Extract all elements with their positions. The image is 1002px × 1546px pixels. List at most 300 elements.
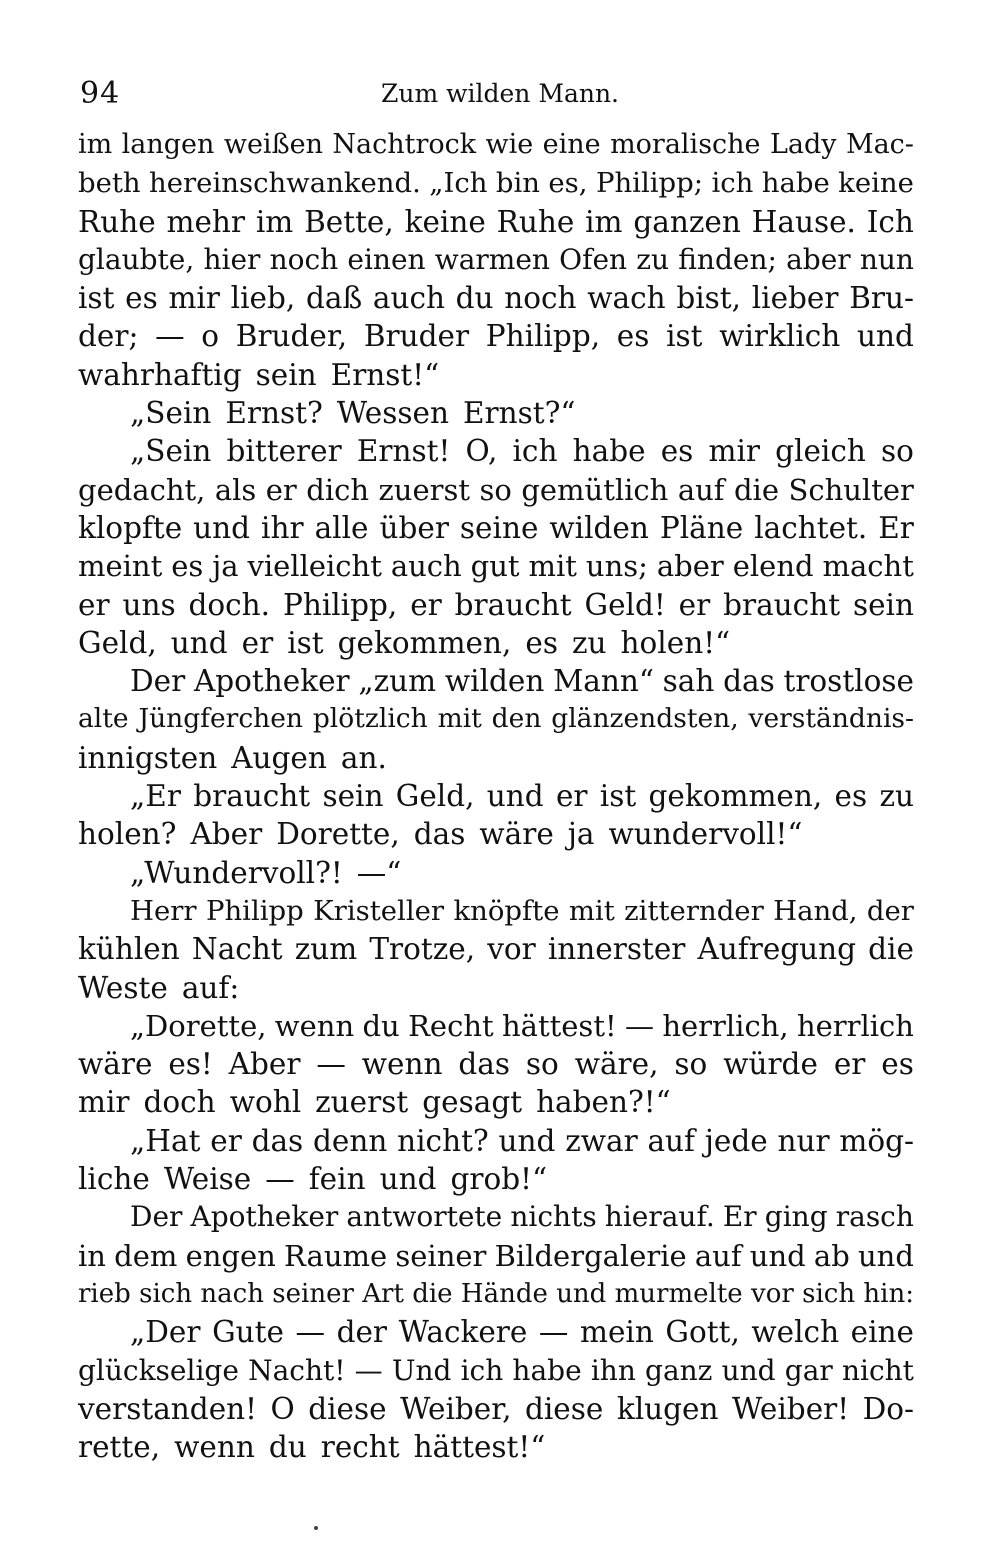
word: die: [733, 472, 779, 507]
word: alle: [314, 510, 369, 545]
word: Wessen: [336, 396, 449, 431]
text-line: [78, 1428, 914, 1466]
word: in: [78, 1238, 106, 1273]
word: das: [413, 817, 466, 852]
word: —: [155, 319, 185, 354]
word: langen: [121, 129, 215, 160]
word: wenn: [174, 1430, 255, 1465]
word: nicht: [841, 1353, 914, 1387]
word: der: [336, 1315, 388, 1350]
word: zuerst: [315, 1085, 409, 1120]
word: Weise: [163, 1162, 252, 1197]
text-line: [78, 432, 914, 470]
word: das: [723, 664, 775, 699]
word: und: [556, 1278, 607, 1309]
word: hättest!“: [413, 1430, 546, 1465]
word: seiner: [395, 1238, 487, 1273]
page-number: 94: [80, 76, 121, 111]
word: lachtet.: [754, 510, 868, 545]
word: Aufregung: [697, 932, 857, 967]
text-line: [78, 509, 914, 547]
word: Ich: [866, 204, 914, 239]
word: ab: [813, 1238, 850, 1273]
word: mir: [78, 1085, 130, 1120]
word: gar: [784, 1353, 833, 1387]
word: holen?: [78, 817, 177, 852]
word: Philipp,: [485, 319, 601, 354]
word: elend: [732, 549, 814, 584]
word: vielleicht: [247, 549, 382, 584]
word: meint: [78, 549, 163, 584]
word: Dorette,: [276, 817, 400, 852]
word: dich: [306, 472, 370, 507]
word: Pläne: [659, 510, 744, 545]
word: nur: [777, 1123, 830, 1158]
page-header: [80, 74, 912, 114]
word: es: [881, 1047, 914, 1082]
word: wenn: [361, 1047, 443, 1082]
word: Hause.: [751, 204, 856, 239]
text-line: [78, 662, 914, 700]
word: wäre: [78, 1047, 153, 1082]
word: sah: [662, 664, 715, 699]
word: Do-: [862, 1391, 914, 1426]
word: ist: [78, 281, 115, 316]
word: er: [678, 587, 711, 622]
word: du: [268, 1430, 307, 1465]
word: Er: [878, 510, 914, 545]
word: und: [749, 1238, 806, 1273]
word: Ofen: [559, 242, 628, 276]
word: wundervoll!“: [608, 817, 803, 852]
word: daß: [305, 281, 363, 316]
word: sich: [139, 1278, 193, 1309]
word: Philipp: [205, 894, 304, 927]
word: wach: [587, 281, 666, 316]
word: sich: [802, 1278, 856, 1309]
word: —: [316, 1047, 346, 1082]
word: bin: [495, 167, 540, 200]
speck-mark: [314, 1526, 318, 1530]
text-line: [78, 547, 914, 585]
word: mit: [437, 703, 482, 735]
word: gut: [470, 549, 520, 584]
word: und: [498, 1123, 556, 1158]
text-line: [78, 164, 914, 202]
word: engen: [185, 1238, 276, 1273]
word: „Sein: [130, 396, 212, 431]
word: an.: [340, 740, 387, 775]
text-line: [78, 279, 914, 317]
word: klopfte: [78, 510, 183, 545]
word: dem: [114, 1238, 178, 1273]
word: Geld!: [584, 587, 666, 622]
word: und: [193, 510, 251, 545]
text-line: [78, 969, 914, 1007]
word: ging: [764, 1200, 828, 1234]
word: wilden: [444, 664, 545, 699]
word: keine: [838, 167, 914, 200]
word: plötzlich: [312, 703, 428, 735]
word: macht: [822, 549, 914, 584]
word: „Wundervoll?!: [130, 855, 343, 890]
word: der: [866, 894, 914, 927]
word: er: [833, 1047, 866, 1082]
word: ist: [666, 319, 703, 354]
word: ganz: [645, 1353, 713, 1387]
word: Aber: [228, 1047, 301, 1082]
word: antwortete: [346, 1200, 503, 1234]
text-line: [78, 930, 914, 968]
word: auch: [372, 281, 445, 316]
word: Bruder: [363, 319, 470, 354]
word: im: [78, 129, 113, 160]
word: nach: [200, 1278, 264, 1309]
word: auf:: [181, 970, 240, 1005]
word: er: [241, 625, 274, 660]
text-line: [78, 394, 914, 432]
text-line: [78, 203, 914, 241]
word: der;: [78, 319, 139, 354]
word: Ruhe: [496, 204, 575, 239]
word: noch: [269, 242, 339, 276]
text-line: [78, 126, 914, 164]
word: lieber: [751, 281, 839, 316]
word: und: [721, 1353, 776, 1387]
word: Er: [722, 1200, 757, 1234]
word: im: [255, 204, 294, 239]
word: uns;: [585, 549, 648, 584]
word: Ernst?“: [462, 396, 576, 431]
word: Nacht: [191, 932, 283, 967]
word: er: [265, 472, 297, 507]
word: Kristeller: [313, 894, 445, 927]
word: Geld,: [395, 779, 475, 814]
word: ja: [212, 549, 239, 584]
word: mir: [708, 434, 760, 469]
word: würde: [723, 1047, 818, 1082]
word: Gott,: [665, 1315, 740, 1350]
word: als: [214, 472, 257, 507]
word: wirklich: [719, 319, 841, 354]
word: Apotheker: [193, 664, 350, 699]
word: eine: [850, 1315, 914, 1350]
word: es,: [548, 167, 588, 200]
text-line: [78, 1045, 914, 1083]
word: —“: [356, 855, 402, 890]
word: haben?!“: [536, 1085, 671, 1120]
word: alte: [78, 703, 129, 735]
word: —: [354, 1353, 383, 1387]
word: eine: [542, 129, 601, 160]
word: —: [538, 1315, 569, 1350]
word: so: [881, 434, 914, 469]
word: vor: [751, 1278, 794, 1309]
word: „zum: [358, 664, 437, 699]
word: seiner: [272, 1278, 354, 1309]
word: es: [616, 319, 650, 354]
word: gesagt: [422, 1085, 523, 1120]
word: weißen: [223, 129, 323, 160]
word: es: [525, 625, 558, 660]
word: wäre,: [574, 1047, 659, 1082]
word: du: [455, 281, 494, 316]
word: sein: [852, 587, 914, 622]
word: und: [857, 1238, 914, 1273]
text-line: [78, 892, 914, 930]
word: mög-: [839, 1123, 914, 1158]
text-line: [78, 1313, 914, 1351]
word: moralische: [610, 129, 761, 160]
word: sein: [255, 357, 317, 392]
text-line: [78, 1237, 914, 1275]
word: rasch: [835, 1200, 914, 1234]
word: Gute: [212, 1315, 284, 1350]
word: glaubte,: [78, 242, 195, 276]
text-line: [78, 815, 914, 853]
word: mir: [168, 281, 220, 316]
word: seine: [459, 510, 539, 545]
word: wenn: [274, 1008, 355, 1043]
word: es: [171, 549, 204, 584]
word: „Der: [130, 1315, 201, 1350]
word: ja: [567, 817, 595, 852]
word: knöpfte: [453, 894, 560, 927]
text-line: [78, 777, 914, 815]
word: zu: [879, 779, 914, 814]
word: murmelte: [614, 1278, 743, 1309]
word: herrlich: [796, 1008, 914, 1043]
word: beth: [78, 167, 141, 200]
word: Art: [362, 1278, 404, 1309]
word: holen!“: [620, 625, 731, 660]
word: auf: [647, 1123, 695, 1158]
word: ihr: [261, 510, 304, 545]
word: einen: [347, 242, 426, 276]
word: es: [660, 434, 694, 469]
word: Philipp,: [282, 587, 398, 622]
word: „Ich: [429, 167, 488, 200]
word: er: [410, 587, 442, 622]
word: wahrhaftig: [78, 357, 242, 392]
word: Herr: [130, 894, 197, 927]
text-line: [78, 1275, 914, 1313]
text-line: [78, 1198, 914, 1236]
word: Bildergalerie: [494, 1238, 687, 1273]
word: Nacht!: [248, 1353, 346, 1387]
word: Mann“: [553, 664, 654, 699]
word: verständnis-: [748, 703, 914, 735]
word: auf: [677, 472, 725, 507]
word: ich: [711, 167, 754, 200]
word: nun: [859, 242, 914, 276]
word: O,: [465, 434, 498, 469]
text-line: [78, 624, 914, 662]
text-line: [78, 1352, 914, 1390]
word: es!: [168, 1047, 213, 1082]
word: zwar: [565, 1123, 638, 1158]
text-line: [78, 1160, 914, 1198]
word: Weiber,: [400, 1391, 512, 1426]
word: das: [458, 1047, 510, 1082]
word: mehr: [166, 204, 246, 239]
word: und: [486, 779, 544, 814]
text-line: [78, 1083, 914, 1121]
word: hierauf.: [604, 1200, 715, 1234]
word: nicht?: [397, 1123, 489, 1158]
word: braucht: [193, 779, 311, 814]
word: du: [362, 1008, 400, 1043]
word: Trotze,: [369, 932, 476, 967]
word: wie: [485, 129, 534, 160]
word: ich: [512, 434, 558, 469]
word: hättest!: [502, 1008, 617, 1043]
word: Augen: [231, 740, 327, 775]
word: es: [834, 779, 868, 814]
word: bitterer: [226, 434, 342, 469]
word: mit: [528, 549, 577, 584]
word: braucht: [454, 587, 572, 622]
word: klugen: [616, 1391, 719, 1426]
word: gekommen,: [648, 779, 823, 814]
word: Raume: [284, 1238, 388, 1273]
word: die: [868, 932, 914, 967]
word: diese: [524, 1391, 604, 1426]
word: über: [379, 510, 449, 545]
word: zitternder: [624, 894, 764, 927]
word: verstanden!: [78, 1391, 258, 1426]
word: „Sein: [130, 434, 212, 469]
word: wäre: [479, 817, 554, 852]
word: nichts: [510, 1200, 597, 1234]
body-text: [78, 126, 914, 1466]
word: zum: [294, 932, 358, 967]
word: welch: [751, 1315, 840, 1350]
word: fein: [308, 1162, 366, 1197]
word: Schulter: [788, 472, 914, 507]
word: keine: [404, 204, 486, 239]
word: mit: [568, 894, 615, 927]
text-line: [78, 739, 914, 777]
word: auch: [390, 549, 462, 584]
word: Hände: [460, 1278, 548, 1309]
word: denn: [312, 1123, 388, 1158]
word: es: [125, 281, 158, 316]
word: „Hat: [130, 1123, 201, 1158]
word: „Dorette,: [130, 1008, 267, 1043]
word: Bette,: [304, 204, 394, 239]
word: warmen: [434, 242, 550, 276]
word: gemütlich: [521, 472, 669, 507]
word: kühlen: [78, 932, 180, 967]
word: aber: [656, 549, 724, 584]
word: vor: [487, 932, 536, 967]
word: grob!“: [450, 1162, 548, 1197]
text-line: [78, 700, 914, 738]
word: das: [251, 1123, 304, 1158]
text-line: [78, 1122, 914, 1160]
word: er: [555, 779, 588, 814]
word: braucht: [723, 587, 841, 622]
word: finden;: [678, 242, 777, 276]
word: habe: [512, 1353, 582, 1387]
word: Ernst!“: [330, 357, 440, 392]
word: Ruhe: [78, 204, 156, 239]
word: bist,: [676, 281, 742, 316]
word: Aber: [190, 817, 263, 852]
word: ich: [460, 1353, 504, 1387]
word: uns: [122, 587, 176, 622]
word: ist: [599, 779, 637, 814]
word: recht: [320, 1430, 400, 1465]
word: Wackere: [398, 1315, 528, 1350]
word: jede: [704, 1123, 768, 1158]
word: Philipp;: [595, 167, 704, 200]
word: —: [295, 1315, 326, 1350]
word: hier: [203, 242, 261, 276]
word: hin:: [863, 1278, 914, 1309]
text-line: [78, 1007, 914, 1045]
word: er: [78, 587, 110, 622]
word: —: [265, 1162, 295, 1197]
word: —: [624, 1008, 654, 1043]
text-line: [78, 241, 914, 279]
word: Bruder,: [235, 319, 348, 354]
word: Hand,: [773, 894, 858, 927]
word: innerster: [547, 932, 686, 967]
word: und: [379, 1162, 437, 1197]
word: Mac-: [845, 129, 914, 160]
word: Der: [130, 664, 186, 699]
word: Und: [391, 1353, 452, 1387]
word: rieb: [78, 1278, 131, 1309]
word: Der: [130, 1200, 183, 1234]
word: gleich: [775, 434, 866, 469]
word: wohl: [229, 1085, 302, 1120]
text-line: [78, 471, 914, 509]
word: ganzen: [633, 204, 741, 239]
word: O: [270, 1391, 295, 1426]
word: so: [674, 1047, 708, 1082]
word: so: [525, 1047, 559, 1082]
word: Weste: [78, 970, 168, 1005]
word: herrlich,: [662, 1008, 789, 1043]
word: Jüngferchen: [138, 703, 303, 735]
word: doch: [143, 1085, 216, 1120]
word: Bru-: [849, 281, 914, 316]
word: ihn: [590, 1353, 636, 1387]
word: zuerst: [378, 472, 471, 507]
word: zu: [636, 242, 670, 276]
word: hereinschwankend.: [149, 167, 421, 200]
word: noch: [504, 281, 577, 316]
word: rette,: [78, 1430, 161, 1465]
word: glänzendsten,: [551, 703, 739, 735]
word: Ernst?: [225, 396, 323, 431]
word: gekommen,: [337, 625, 512, 660]
word: doch.: [188, 587, 271, 622]
word: auf: [694, 1238, 742, 1273]
running-title: Zum wilden Mann.: [380, 79, 619, 108]
text-line: [78, 1390, 914, 1428]
word: innigsten: [78, 740, 218, 775]
text-line: [78, 854, 914, 892]
word: mein: [579, 1315, 654, 1350]
word: und: [857, 319, 914, 354]
word: so: [479, 472, 512, 507]
word: den: [491, 703, 542, 735]
word: o: [201, 319, 220, 354]
